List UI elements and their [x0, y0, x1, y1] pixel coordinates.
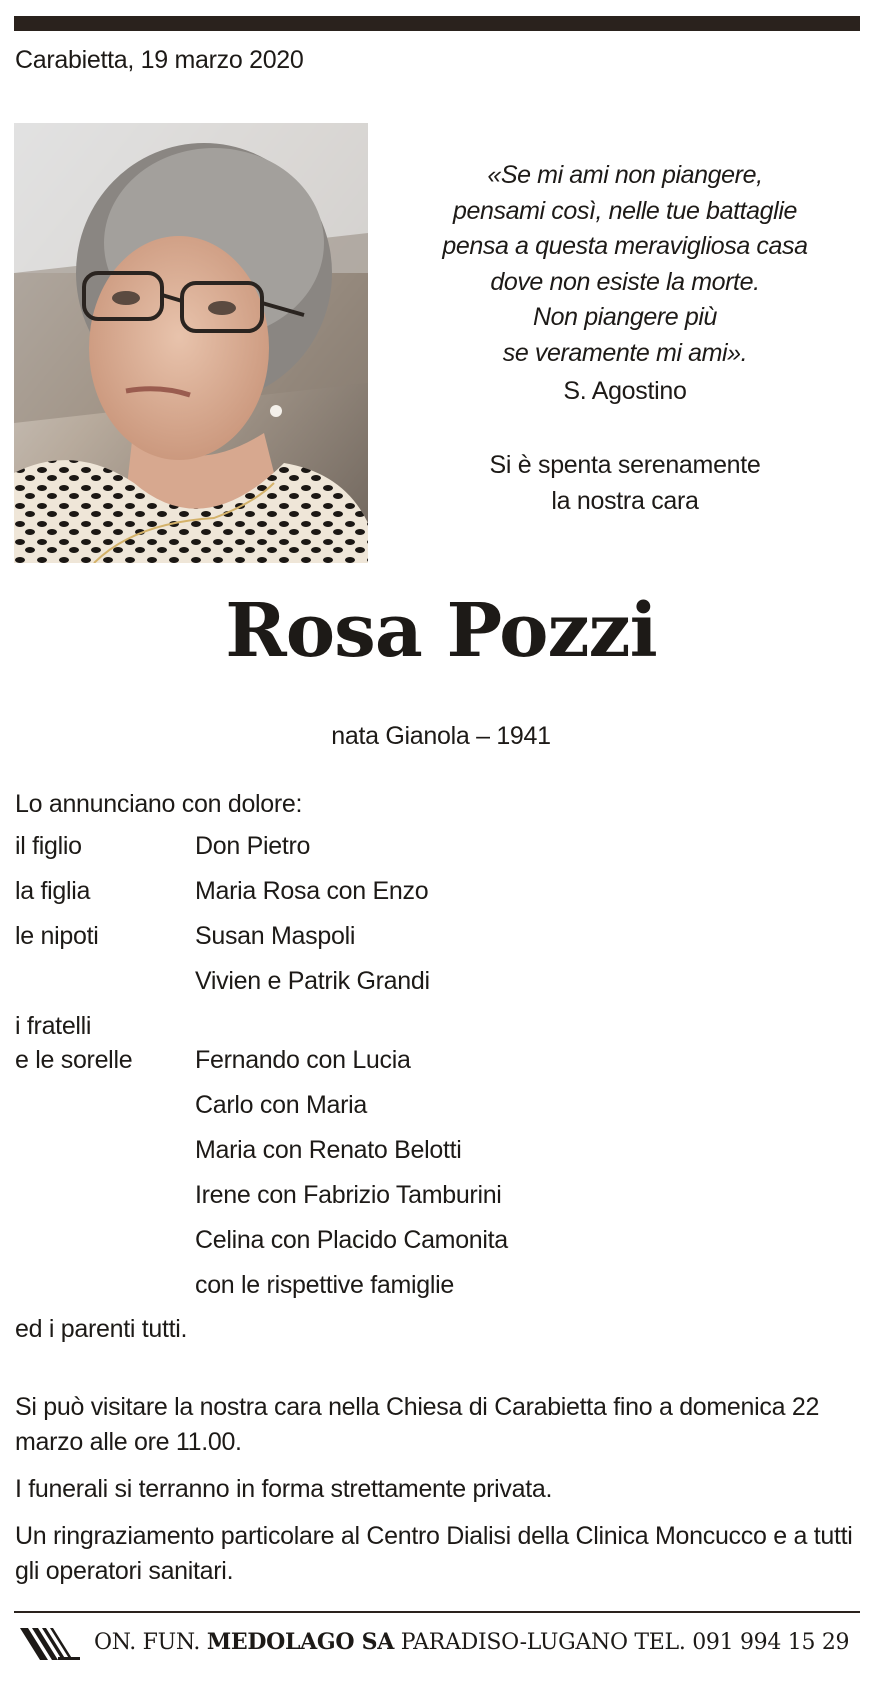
relation-label: e le sorelle [15, 1046, 133, 1074]
intro-line: Si è spenta serenamente [489, 451, 761, 479]
quote-line: pensami così, nelle tue battaglie [453, 196, 797, 225]
family-names: con le rispettive famiglie [195, 1271, 454, 1299]
portrait-photo [14, 123, 368, 563]
notice-paragraph: Un ringraziamento particolare al Centro Dialisi della Clinica Moncucco e a tutti gli operatori sanitari. [15, 1522, 853, 1585]
family-row [15, 1091, 715, 1136]
family-names: Fernando con Lucia [195, 1046, 411, 1074]
quote-line: Non piangere più [532, 303, 718, 331]
family-names: Don Pietro [195, 832, 311, 860]
family-row [15, 1136, 715, 1181]
top-rule [14, 16, 860, 31]
family-row [15, 1046, 715, 1091]
family-names: Carlo con Maria [195, 1091, 367, 1119]
quote-line: dove non esiste la morte. [490, 267, 760, 296]
notice-paragraph: I funerali si terranno in forma strettamente privata. [15, 1475, 553, 1503]
place-date: Carabietta, 19 marzo 2020 [15, 46, 304, 74]
family-row [15, 1012, 715, 1046]
notices [15, 1390, 875, 1601]
family-names: Susan Maspoli [195, 922, 356, 950]
quote-line: «Se mi ami non piangere, [487, 161, 763, 189]
family-row [15, 967, 715, 1012]
notice-paragraph: Si può visitare la nostra cara nella Chiesa di Carabietta fino a domenica 22 marzo alle ore 11.00. [15, 1393, 820, 1456]
footer-prefix: ON. FUN. [94, 1630, 201, 1655]
family-names: Celina con Placido Camonita [195, 1226, 508, 1254]
footer-company: MEDOLAGO SA [206, 1629, 394, 1655]
relation-label: la figlia [15, 877, 91, 905]
intro-text [380, 448, 870, 519]
family-row [15, 832, 715, 877]
deceased-name: Rosa Pozzi [225, 588, 657, 674]
family-row [15, 922, 715, 967]
family-row [15, 1271, 715, 1316]
family-row [15, 877, 715, 922]
family-row [15, 1226, 715, 1271]
family-names: Maria con Renato Belotti [195, 1136, 462, 1164]
relation-label: le nipoti [15, 922, 99, 950]
relation-label: il figlio [15, 832, 82, 860]
family-names: Irene con Fabrizio Tamburini [195, 1181, 502, 1209]
announce-text: Lo annunciano con dolore: [15, 790, 303, 818]
funeral-home-info [94, 1629, 849, 1655]
family-list [15, 832, 715, 1316]
quote-block [380, 158, 870, 519]
funeral-home-logo-icon [18, 1624, 80, 1664]
funeral-home-footer [14, 1620, 860, 1670]
quote-line: pensa a questa meravigliosa casa [442, 232, 808, 260]
intro-line: la nostra cara [551, 486, 699, 515]
family-names: Maria Rosa con Enzo [195, 877, 429, 905]
family-row [15, 1181, 715, 1226]
birth-info: nata Gianola – 1941 [331, 722, 551, 750]
quote-author: S. Agostino [563, 377, 687, 405]
footer-contact: PARADISO-LUGANO TEL. 091 994 15 29 [400, 1630, 850, 1655]
quote-line: se veramente mi ami». [502, 338, 748, 367]
closing-text: ed i parenti tutti. [15, 1315, 188, 1343]
footer-rule [14, 1611, 860, 1613]
family-names: Vivien e Patrik Grandi [195, 967, 430, 995]
relation-label: i fratelli [15, 1012, 92, 1040]
